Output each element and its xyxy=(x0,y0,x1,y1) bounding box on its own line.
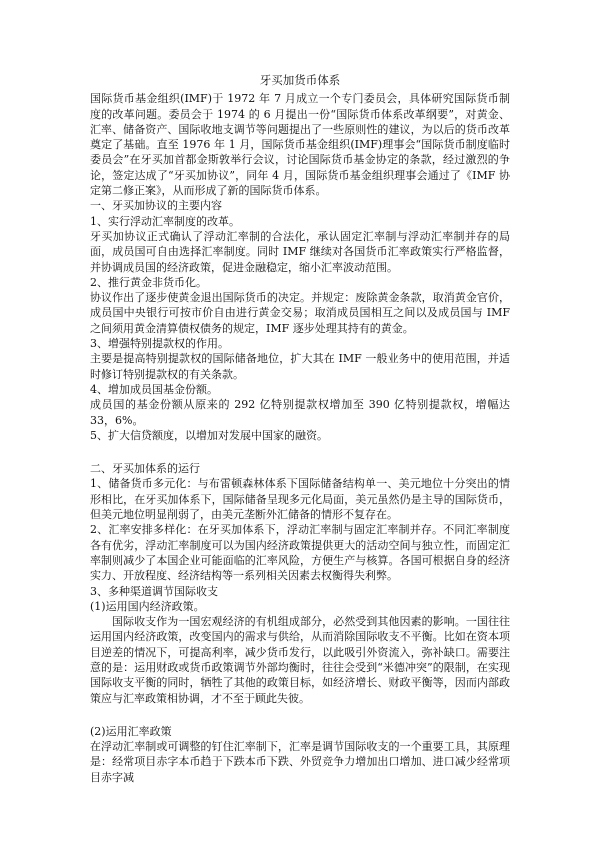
section2-sub2-body: 在浮动汇率制或可调整的钉住汇率制下，汇率是调节国际收支的一个重要工具，其原理是：经常项目赤字本币趋于下跌本币下跌、外贸竞争力增加出口增加、进口减少经常项目赤字减 xyxy=(90,740,510,784)
section2-item3-heading: 3、多种渠道调节国际收支 xyxy=(90,584,218,598)
section2-sub1-body: 国际收支作为一国宏观经济的有机组成部分，必然受到其他因素的影响。一国往往运用国内经济政策，改变国内的需求与供给，从而消除国际收支不平衡。比如在资本项目逆差的情况下，可提高利率，减少货币发行，以此吸引外资流入，弥补缺口。需要注意的是：运用财政或货币政策调节外部均衡时，往往会受到“米德冲突”的限制，在实现国际收支平衡的同时，牺牲了其他的政策目标，如经济增长、财政平衡等，因而内部政策应与汇率政策相协调，才不至于顾此失彼。 xyxy=(90,615,510,705)
section2-item1: 1、储备货币多元化：与布雷顿森林体系下国际储备结构单一、美元地位十分突出的情形相比，在牙买加体系下，国际储备呈现多元化局面，美元虽然仍是主导的国际货币，但美元地位明显削弱了，由美元垄断外汇储备的情形不复存在。 xyxy=(90,477,510,522)
section-spacer xyxy=(90,443,510,461)
section2-heading: 二、牙买加体系的运行 xyxy=(90,462,200,476)
section2-sub1-heading: (1)运用国内经济政策。 xyxy=(90,599,205,613)
subsection-spacer xyxy=(90,706,510,724)
section2-sub2-heading: (2)运用汇率政策 xyxy=(90,724,172,738)
section1-item3-heading: 3、增强特别提款权的作用。 xyxy=(90,337,229,351)
section1-item4-body: 成员国的基金份额从原来的 292 亿特别提款权增加至 390 亿特别提款权，增幅达 33，6%。 xyxy=(90,398,510,427)
section2-item2: 2、汇率安排多样化：在牙买加体系下，浮动汇率制与固定汇率制并存。不同汇率制度各有优劣，浮动汇率制度可以为国内经济政策提供更大的活动空间与独立性，而固定汇率制则减少了本国企业可能面临的汇率风险，方便生产与核算。各国可根据自身的经济实力、开放程度、经济结构等一系列相关因素去权衡得失利弊。 xyxy=(90,523,510,583)
section1-item4-heading: 4、增加成员国基金份额。 xyxy=(90,382,218,396)
intro-paragraph: 国际货币基金组织(IMF)于 1972 年 7 月成立一个专门委员会，具体研究国际货币制度的改革问题。委员会于 1974 的 6 月提出一份“国际货币体系改革纲要”，对黄金、汇率、储备资产、国际收地支调节等问题提出了一些原则性的建议，为以后的货币改革奠定了基础。直至 1976 年 1 月，国际货币基金组织(IMF)理事会“国际货币制度临时委员会”在牙买加首都金斯敦举行会议，讨论国际货币基金协定的条款，经过激烈的争论，签定达成了“牙买加协议”，同年 4 月，国际货币基金组织理事会通过了《IMF 协定第二修正案》，从而形成了新的国际货币体系。 xyxy=(90,92,510,198)
section1-item5-heading: 5、扩大信贷额度，以增加对发展中国家的融资。 xyxy=(90,428,328,442)
section1-item2-heading: 2、推行黄金非货币化。 xyxy=(90,275,207,289)
section1-item2-body: 协议作出了逐步使黄金退出国际货币的决定。并规定：废除黄金条款，取消黄金官价，成员国中央银行可按市价自由进行黄金交易；取消成员国相互之间以及成员国与 IMF 之间须用黄金清算债权债务的规定，IMF 逐步处理其持有的黄金。 xyxy=(90,291,510,335)
section1-heading: 一、牙买加协议的主要内容 xyxy=(90,199,222,213)
section1-item3-body: 主要是提高特别提款权的国际储备地位，扩大其在 IMF 一般业务中的使用范围，并适时修订特别提款权的有关条款。 xyxy=(90,352,510,381)
document-title: 牙买加货币体系 xyxy=(259,73,341,87)
section1-item1-body: 牙买加协议正式确认了浮动汇率制的合法化，承认固定汇率制与浮动汇率制并存的局面，成员国可自由选择汇率制度。同时 IMF 继续对各国货币汇率政策实行严格监督，并协调成员国的经济政策，促进金融稳定，缩小汇率波动范围。 xyxy=(90,229,510,274)
section1-item1-heading: 1、实行浮动汇率制度的改革。 xyxy=(90,214,240,228)
